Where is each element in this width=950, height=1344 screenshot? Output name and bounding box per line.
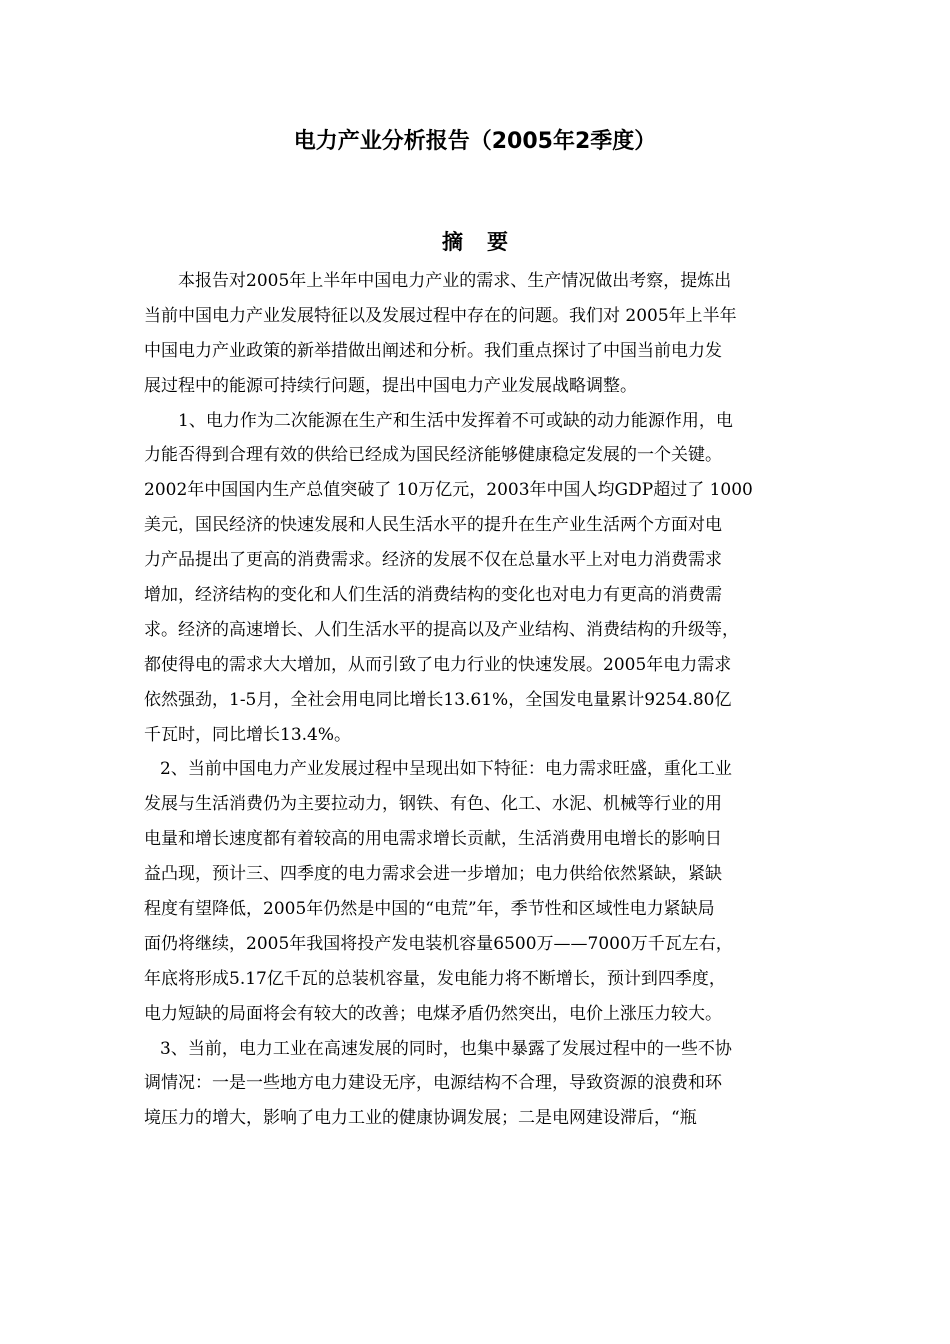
text-line: 2002年中国国内生产总值突破了 10万亿元，2003年中国人均GDP超过了 1000 <box>144 480 753 501</box>
text-line: 千瓦时，同比增长13.4%。 <box>144 724 352 745</box>
text-line: 中国电力产业政策的新举措做出阐述和分析。我们重点探讨了中国当前电力发 <box>144 340 722 361</box>
text-line: 2、当前中国电力产业发展过程中呈现出如下特征：电力需求旺盛，重化工业 <box>160 759 732 780</box>
text-line: 年底将形成5.17亿千瓦的总装机容量，发电能力将不断增长，预计到四季度， <box>144 968 726 989</box>
text-line: 本报告对2005年上半年中国电力产业的需求、生产情况做出考察，提炼出 <box>178 271 732 291</box>
text-line: 电力短缺的局面将会有较大的改善；电煤矛盾仍然突出，电价上涨压力较大。 <box>144 1003 722 1024</box>
text-line: 3、当前，电力工业在高速发展的同时，也集中暴露了发展过程中的一些不协 <box>160 1038 732 1059</box>
text-line: 当前中国电力产业发展特征以及发展过程中存在的问题。我们对 2005年上半年 <box>144 305 737 326</box>
text-line: 1、电力作为二次能源在生产和生活中发挥着不可或缺的动力能源作用，电 <box>178 410 733 431</box>
text-line: 电量和增长速度都有着较高的用电需求增长贡献，生活消费用电增长的影响日 <box>144 829 722 850</box>
text-line: 都使得电的需求大大增加，从而引致了电力行业的快速发展。2005年电力需求 <box>144 654 732 675</box>
text-line: 力产品提出了更高的消费需求。经济的发展不仅在总量水平上对电力消费需求 <box>144 550 722 571</box>
text-line: 面仍将继续，2005年我国将投产发电装机容量6500万——7000万千瓦左右， <box>144 933 733 954</box>
text-line: 境压力的增大，影响了电力工业的健康协调发展；二是电网建设滞后，“瓶 <box>144 1108 697 1129</box>
text-line: 美元，国民经济的快速发展和人民生活水平的提升在生产业生活两个方面对电 <box>144 515 722 536</box>
document-title: 电力产业分析报告（2005年2季度） <box>293 129 657 154</box>
abstract-heading: 摘要 <box>442 230 532 254</box>
text-line: 调情况：一是一些地方电力建设无序，电源结构不合理，导致资源的浪费和环 <box>144 1073 722 1094</box>
text-line: 展过程中的能源可持续行问题，提出中国电力产业发展战略调整。 <box>144 375 637 396</box>
text-line: 增加，经济结构的变化和人们生活的消费结构的变化也对电力有更高的消费需 <box>144 585 722 606</box>
text-line: 力能否得到合理有效的供给已经成为国民经济能够健康稳定发展的一个关键。 <box>144 445 722 466</box>
text-line: 依然强劲，1-5月，全社会用电同比增长13.61%，全国发电量累计9254.80亿 <box>144 689 732 710</box>
text-line: 程度有望降低，2005年仍然是中国的“电荒”年，季节性和区域性电力紧缺局 <box>144 899 715 920</box>
text-line: 发展与生活消费仍为主要拉动力，钢铁、有色、化工、水泥、机械等行业的用 <box>144 794 722 815</box>
abstract-body <box>144 264 814 1136</box>
text-line: 益凸现，预计三、四季度的电力需求会进一步增加；电力供给依然紧缺，紧缺 <box>144 864 722 885</box>
text-line: 求。经济的高速增长、人们生活水平的提高以及产业结构、消费结构的升级等， <box>144 619 739 640</box>
